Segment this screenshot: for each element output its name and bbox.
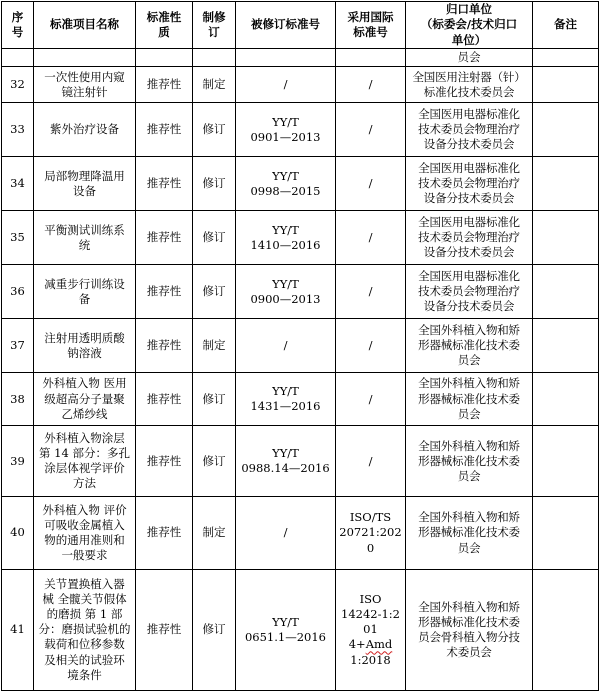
- cell-no: 34: [2, 156, 34, 211]
- cell-unit: 全国外科植入物和矫 形器械标准化技术委 员会: [406, 372, 533, 426]
- cell-no: 37: [2, 319, 34, 373]
- cell-nature: 推荐性: [136, 372, 193, 426]
- cell-empty: [193, 49, 236, 67]
- cell-nature: 推荐性: [136, 156, 193, 211]
- intl-text: ISO 14242-1:201 4+: [341, 591, 400, 652]
- cell-revise: 修订: [193, 264, 236, 319]
- cell-replaced: YY/T 0998—2015: [236, 156, 336, 211]
- cell-intl: /: [336, 156, 406, 211]
- table-row: [2, 264, 599, 319]
- cell-unit: 全国外科植入物和矫 形器械标准化技术委 员会: [406, 426, 533, 497]
- header-remark: 备注: [533, 2, 599, 49]
- cell-remark: [533, 67, 599, 103]
- cell-nature: 推荐性: [136, 264, 193, 319]
- cell-intl: /: [336, 426, 406, 497]
- table-row: [2, 156, 599, 211]
- cell-revise: 修订: [193, 211, 236, 265]
- cell-no: 32: [2, 67, 34, 103]
- header-intl: 采用国际 标准号: [336, 2, 406, 49]
- cell-replaced: YY/T 0901—2013: [236, 103, 336, 157]
- table-row: [2, 211, 599, 265]
- intl-text: 1:2018: [350, 652, 391, 667]
- cell-revise: 修订: [193, 426, 236, 497]
- cell-revise: 制定: [193, 67, 236, 103]
- table-row: [2, 569, 599, 690]
- cell-intl: /: [336, 211, 406, 265]
- cell-unit: 全国外科植入物和矫 形器械标准化技术委 员会: [406, 319, 533, 373]
- cell-replaced: /: [236, 67, 336, 103]
- cell-name: 紫外治疗设备: [34, 103, 136, 157]
- table-row: [2, 319, 599, 373]
- cell-name: 减重步行训练设 备: [34, 264, 136, 319]
- cell-revise: 制定: [193, 319, 236, 373]
- cell-nature: 推荐性: [136, 569, 193, 690]
- cell-empty: [533, 49, 599, 67]
- cell-remark: [533, 569, 599, 690]
- cell-replaced: YY/T 0900—2013: [236, 264, 336, 319]
- cell-nature: 推荐性: [136, 211, 193, 265]
- cell-name: 外科植入物 评价 可吸收金属植入 物的通用准则和 一般要求: [34, 497, 136, 570]
- cell-unit: 全国医用电器标准化 技术委员会物理治疗 设备分技术委员会: [406, 156, 533, 211]
- table-row: [2, 372, 599, 426]
- cell-name: 外科植入物 医用 级超高分子量聚 乙烯纱线: [34, 372, 136, 426]
- cell-no: 38: [2, 372, 34, 426]
- cell-nature: 推荐性: [136, 497, 193, 570]
- intl-amd-text: Amd: [365, 637, 393, 652]
- cell-revise: 制定: [193, 497, 236, 570]
- cell-unit: 全国外科植入物和矫 形器械标准化技术委 员会骨科植入物分技 术委员会: [406, 569, 533, 690]
- cell-intl: /: [336, 319, 406, 373]
- cell-unit: 员会: [406, 49, 533, 67]
- cell-remark: [533, 319, 599, 373]
- cell-unit: 全国医用注射器（针） 标准化技术委员会: [406, 67, 533, 103]
- cell-unit: 全国医用电器标准化 技术委员会物理治疗 设备分技术委员会: [406, 264, 533, 319]
- table-row: [2, 103, 599, 157]
- cell-no: 41: [2, 569, 34, 690]
- cell-name: 局部物理降温用 设备: [34, 156, 136, 211]
- cell-empty: [236, 49, 336, 67]
- cell-name: 注射用透明质酸 钠溶液: [34, 319, 136, 373]
- cell-replaced: /: [236, 319, 336, 373]
- cell-remark: [533, 264, 599, 319]
- cell-intl: /: [336, 67, 406, 103]
- cell-revise: 修订: [193, 372, 236, 426]
- standards-table: [1, 1, 599, 691]
- continuation-row: [2, 49, 599, 67]
- cell-nature: 推荐性: [136, 426, 193, 497]
- table-row: [2, 426, 599, 497]
- cell-replaced: /: [236, 497, 336, 570]
- header-no: 序 号: [2, 2, 34, 49]
- cell-intl: /: [336, 372, 406, 426]
- cell-replaced: YY/T 0651.1—2016: [236, 569, 336, 690]
- cell-name: 关节置换植入器 械 全髋关节假体 的磨损 第 1 部 分：磨损试验机的 载荷和位移参数 及相关的试验环 境条件: [34, 569, 136, 690]
- cell-replaced: YY/T 0988.14—2016: [236, 426, 336, 497]
- cell-nature: 推荐性: [136, 67, 193, 103]
- header-name: 标准项目名称: [34, 2, 136, 49]
- cell-intl: /: [336, 264, 406, 319]
- header-unit: 归口单位 （标委会/技术归口 单位）: [406, 2, 533, 49]
- cell-name: 外科植入物涂层 第 14 部分：多孔 涂层体视学评价 方法: [34, 426, 136, 497]
- table-row: [2, 497, 599, 570]
- cell-empty: [336, 49, 406, 67]
- cell-replaced: YY/T 1431—2016: [236, 372, 336, 426]
- header-row: [2, 2, 599, 49]
- cell-remark: [533, 211, 599, 265]
- cell-nature: 推荐性: [136, 319, 193, 373]
- cell-empty: [34, 49, 136, 67]
- cell-no: 39: [2, 426, 34, 497]
- cell-name: 一次性使用内窥 镜注射针: [34, 67, 136, 103]
- cell-revise: 修订: [193, 156, 236, 211]
- cell-no: 36: [2, 264, 34, 319]
- cell-no: 40: [2, 497, 34, 570]
- cell-intl: /: [336, 103, 406, 157]
- cell-remark: [533, 497, 599, 570]
- cell-unit: 全国医用电器标准化 技术委员会物理治疗 设备分技术委员会: [406, 103, 533, 157]
- cell-unit: 全国医用电器标准化 技术委员会物理治疗 设备分技术委员会: [406, 211, 533, 265]
- cell-nature: 推荐性: [136, 103, 193, 157]
- cell-remark: [533, 103, 599, 157]
- cell-empty: [2, 49, 34, 67]
- cell-remark: [533, 426, 599, 497]
- cell-unit: 全国外科植入物和矫 形器械标准化技术委 员会: [406, 497, 533, 570]
- cell-intl: [336, 569, 406, 690]
- header-replaced: 被修订标准号: [236, 2, 336, 49]
- cell-intl: ISO/TS 20721:2020: [336, 497, 406, 570]
- cell-revise: 修订: [193, 103, 236, 157]
- cell-remark: [533, 156, 599, 211]
- cell-no: 33: [2, 103, 34, 157]
- cell-no: 35: [2, 211, 34, 265]
- header-revise: 制修 订: [193, 2, 236, 49]
- cell-replaced: YY/T 1410—2016: [236, 211, 336, 265]
- cell-empty: [136, 49, 193, 67]
- cell-revise: 修订: [193, 569, 236, 690]
- cell-name: 平衡测试训练系 统: [34, 211, 136, 265]
- cell-remark: [533, 372, 599, 426]
- table-row: [2, 67, 599, 103]
- header-nature: 标准性 质: [136, 2, 193, 49]
